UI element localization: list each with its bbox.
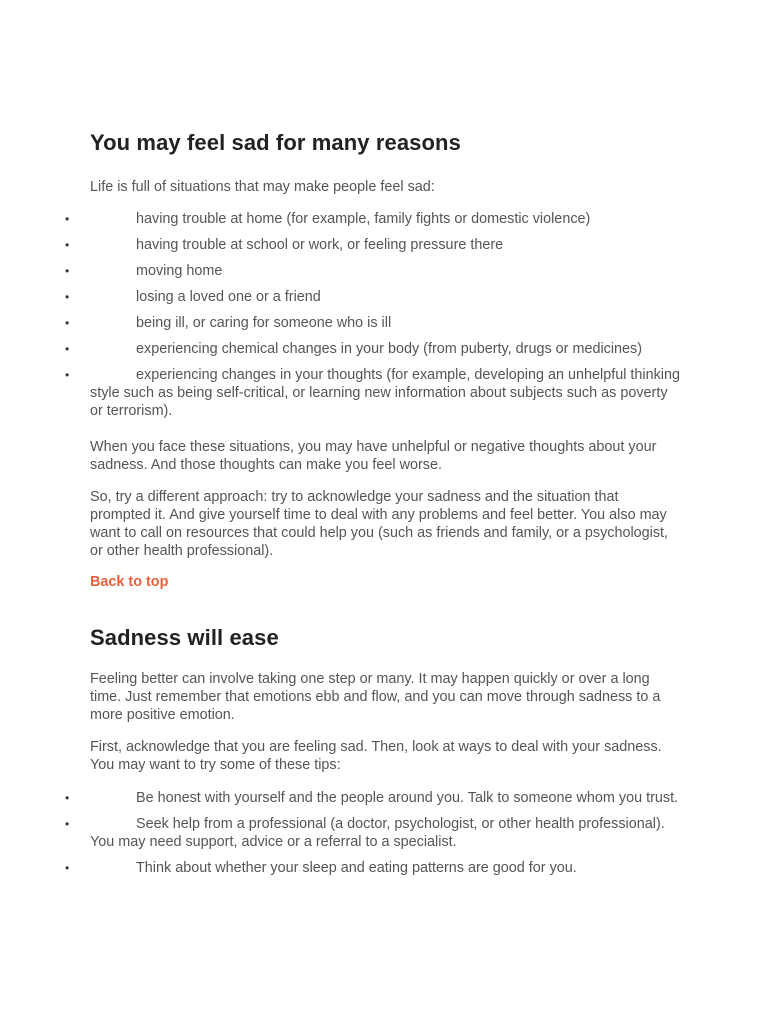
bullet-icon: •: [65, 817, 70, 831]
list-item: [65, 314, 682, 332]
bullet-icon: •: [65, 368, 70, 382]
section-heading-ease: Sadness will ease: [90, 625, 279, 650]
paragraph-unhelpful-thoughts: When you face these situations, you may have unhelpful or negative thoughts about your sadness. And those thoughts can make you feel worse.: [90, 439, 657, 473]
list-item-text: having trouble at home (for example, family fights or domestic violence): [136, 211, 591, 227]
section-heading-reasons: You may feel sad for many reasons: [90, 130, 461, 155]
article-content: [65, 128, 682, 877]
bullet-icon: •: [65, 342, 70, 356]
list-item: [65, 859, 682, 877]
list-item-text: having trouble at school or work, or feeling pressure there: [136, 237, 504, 253]
list-item-text: losing a loved one or a friend: [136, 289, 321, 305]
list-item: [65, 288, 682, 306]
bullet-icon: •: [65, 861, 70, 875]
intro-paragraph: Life is full of situations that may make people feel sad:: [90, 179, 435, 195]
tips-list: [65, 789, 682, 877]
list-item: [65, 366, 682, 420]
bullet-icon: •: [65, 316, 70, 330]
list-item: [65, 815, 682, 851]
list-item-text: being ill, or caring for someone who is ill: [136, 315, 392, 331]
list-item-text: experiencing chemical changes in your body (from puberty, drugs or medicines): [136, 341, 643, 357]
bullet-icon: •: [65, 212, 70, 226]
back-to-top-link[interactable]: Back to top: [90, 574, 169, 590]
paragraph-acknowledge: First, acknowledge that you are feeling sad. Then, look at ways to deal with your sadness. You may want to try some of these tips:: [90, 739, 662, 773]
reasons-list: [65, 210, 682, 420]
bullet-icon: •: [65, 264, 70, 278]
list-item: [65, 236, 682, 254]
list-item-text: Seek help from a professional (a doctor, psychologist, or other health professional). You may need support, advice or a referral to a specialist.: [90, 816, 665, 850]
bullet-icon: •: [65, 290, 70, 304]
list-item-text: moving home: [136, 263, 223, 279]
bullet-icon: •: [65, 791, 70, 805]
list-item: [65, 262, 682, 280]
list-item: [65, 789, 682, 807]
paragraph-different-approach: So, try a different approach: try to acknowledge your sadness and the situation that prompted it. And give yourself time to deal with any problems and feel better. You also may want to call on resources that could help you (such as friends and family, or a psychologist, or other health professional).: [90, 489, 669, 559]
paragraph-feeling-better: Feeling better can involve taking one step or many. It may happen quickly or over a long time. Just remember that emotions ebb and flow, and you can move through sadness to a more positive emotion.: [90, 671, 661, 723]
list-item: [65, 340, 682, 358]
list-item-text: Think about whether your sleep and eating patterns are good for you.: [136, 860, 577, 876]
back-to-top-row: [90, 573, 682, 591]
list-item-text: experiencing changes in your thoughts (for example, developing an unhelpful thinking style such as being self-critical, or learning new information about subjects such as poverty or terrorism).: [90, 367, 681, 419]
list-item-text: Be honest with yourself and the people around you. Talk to someone whom you trust.: [136, 790, 679, 806]
bullet-icon: •: [65, 238, 70, 252]
list-item: [65, 210, 682, 228]
